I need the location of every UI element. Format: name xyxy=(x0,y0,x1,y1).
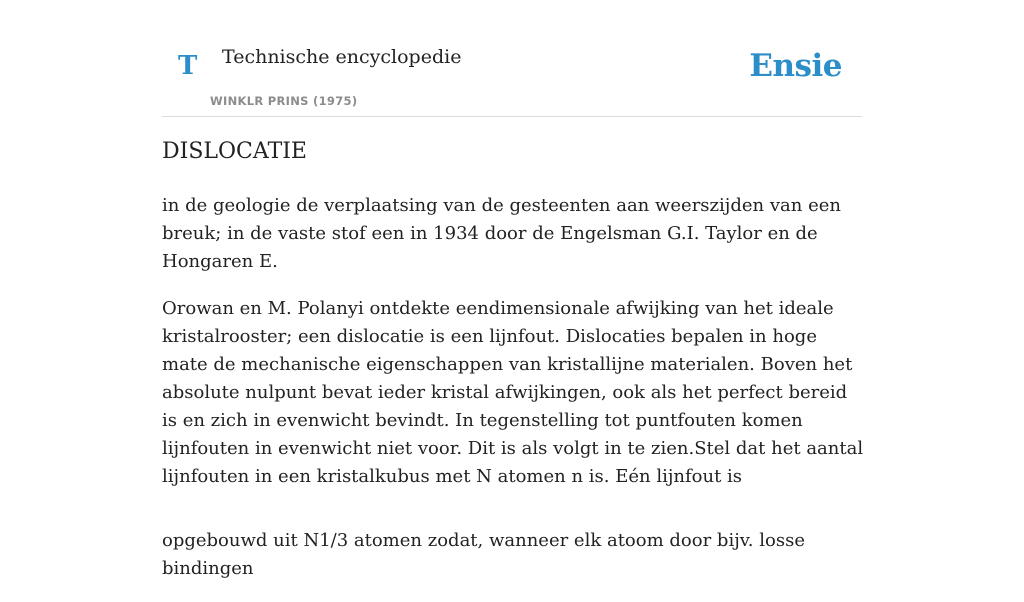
entry-paragraph: in de geologie de verplaatsing van de gesteenten aan weerszijden van een breuk; in de vaste stof een in 1934 door de Engelsman G.I. Taylor en de Hongaren E. xyxy=(162,195,841,272)
encyclopedia-logo-icon[interactable]: T xyxy=(178,51,198,81)
site-header xyxy=(162,0,862,117)
encyclopedia-title-link[interactable]: Technische encyclopedie xyxy=(222,46,462,68)
ensie-logo-link[interactable]: Ensie xyxy=(749,48,842,84)
entry-paragraph: Orowan en M. Polanyi ontdekte eendimensionale afwijking van het ideale kristalrooster; een dislocatie is een lijnfout. Dislocaties bepalen in hoge mate de mechanische eigenschappen van kristallijne materialen. Boven het absolute nulpunt bevat ieder kristal afwijkingen, ook als het perfect bereid is en zich in evenwicht bevindt. In tegenstelling tot puntfouten komen lijnfouten in evenwicht niet voor. Dit is als volgt in te zien.Stel dat het aantal lijnfouten in een kristalkubus met N atomen n is. Eén lijnfout is xyxy=(162,298,864,487)
encyclopedia-subtitle: WINKLR PRINS (1975) xyxy=(210,94,358,108)
entry-body xyxy=(162,192,866,602)
entry-title: DISLOCATIE xyxy=(162,139,307,164)
entry-paragraph: opgebouwd uit N1/3 atomen zodat, wanneer elk atoom door bijv. losse bindingen xyxy=(162,530,805,579)
